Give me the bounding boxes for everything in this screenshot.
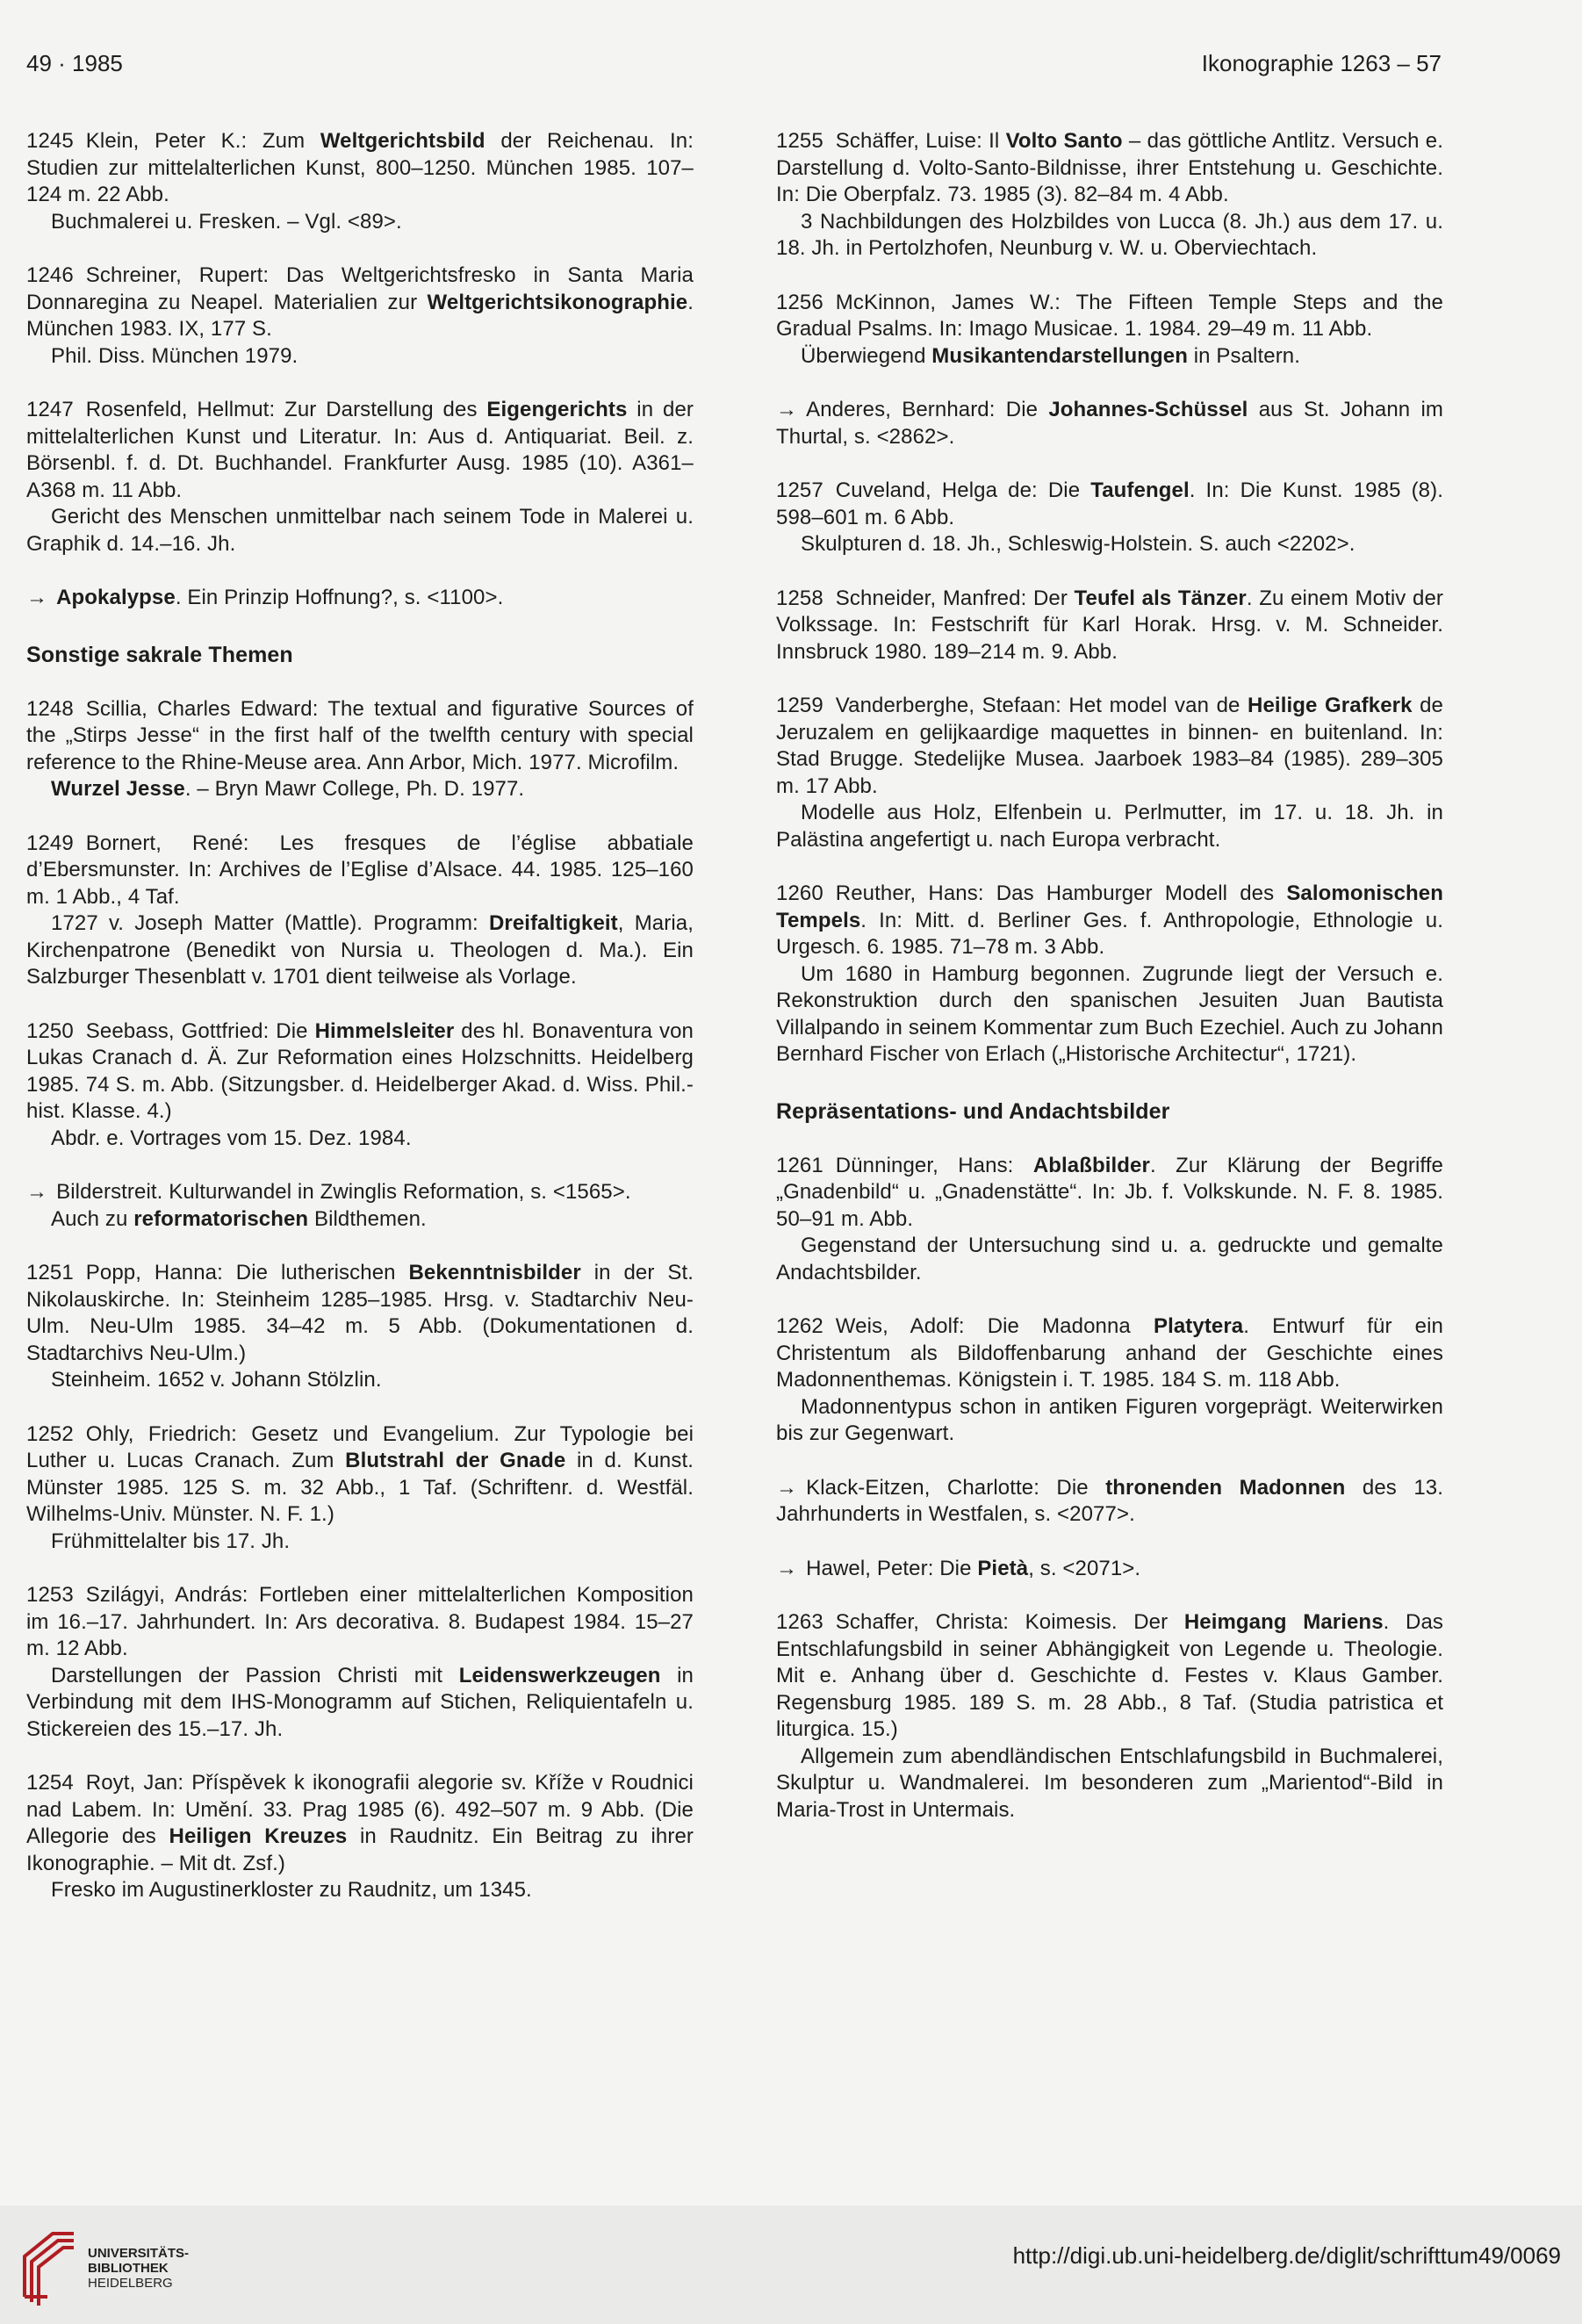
- entry-text: in d. Kunst. Münster 1985. 125 S. m. 32 Abb., 1 Taf. (Schriftenr. d. Westfäl. Wilhelms-Univ. Münster. N. F. 1.): [26, 1449, 694, 1526]
- entry-text: Darstellungen der Passion Christi mit: [51, 1663, 459, 1687]
- entry-citation: [776, 1556, 1443, 1583]
- entry-annotation: Allgemein zum abendländischen Entschlafungsbild in Buchmalerei, Skulptur u. Wandmalerei. Im besonderen zum „Marientod“-Bild in Maria-Trost in Untermais.: [776, 1744, 1443, 1822]
- arrow-right-icon: →: [26, 1180, 48, 1204]
- keyword-bold: Teufel als Tänzer: [1074, 586, 1247, 610]
- keyword-bold: thronenden Madonnen: [1105, 1475, 1346, 1500]
- entry-text: Schäffer, Luise: Il: [835, 129, 1006, 153]
- entry-text: Schneider, Manfred: Der: [835, 586, 1075, 610]
- entry-annotation: [26, 776, 694, 803]
- bibliography-entry: [776, 1153, 1443, 1287]
- entry-text: 1727 v. Joseph Matter (Mattle). Programm:: [51, 911, 489, 935]
- keyword-bold: Heiligen Kreuzes: [169, 1824, 348, 1848]
- entry-text: . In: Mitt. d. Berliner Ges. f. Anthropologie, Ethnologie u. Urgesch. 6. 1985. 71–78 m. 3 Abb.: [776, 908, 1443, 959]
- entry-citation: [776, 693, 1443, 800]
- entry-annotation: Um 1680 in Hamburg begonnen. Zugrunde liegt der Versuch e. Rekonstruktion durch den spanischen Jesuiten Juan Bautista Villalpando in seinem Kommentar zum Buch Ezechiel. Auch zu Johann Bernhard Fischer von Erlach („Historische Architectur“, 1721).: [776, 961, 1443, 1066]
- entry-text: . Entwurf für ein Christentum als Bildoffenbarung anhand der Geschichte eines Madonnenthemas. Königstein i. T. 1985. 184 S. m. 118 Abb.: [776, 1314, 1444, 1392]
- entry-text: . In: Die Kunst. 1985 (8). 598–601 m. 6 Abb.: [776, 478, 1443, 529]
- entry-number: 1254: [26, 1771, 74, 1795]
- bibliography-entry: [26, 1260, 694, 1394]
- entry-text: Anderes, Bernhard: Die: [806, 398, 1049, 421]
- entry-number: 1247: [26, 398, 74, 421]
- bibliography-entry: [26, 1421, 694, 1556]
- entry-citation: [26, 1018, 694, 1126]
- entry-text: . München 1983. IX, 177 S.: [26, 290, 694, 341]
- bibliography-entry: [776, 1609, 1443, 1824]
- entry-text: aus St. Johann im Thurtal, s. <2862>.: [776, 398, 1443, 449]
- keyword-bold: Salomonischen Tempels: [776, 881, 1443, 932]
- keyword-bold: Platytera: [1153, 1314, 1244, 1338]
- arrow-right-icon: →: [26, 586, 48, 609]
- entry-text: – das göttliche Antlitz. Versuch e. Darstellung d. Volto-Santo-Bildnisse, ihrer Entstehung u. Geschichte. In: Die Oberpfalz. 73. 1985 (3). 82–84 m. 4 Abb.: [776, 129, 1443, 206]
- entry-text: Bornert, René: Les fresques de l’église abbatiale d’Ebersmunster. In: Archives de l’Eglise d’Alsace. 44. 1985. 125–160 m. 1 Abb., 4 Taf.: [26, 831, 694, 909]
- entry-citation: [776, 128, 1443, 209]
- entry-text: . Das Entschlafungsbild in seiner Abhängigkeit von Legende u. Theologie. Mit e. Anhang über d. Geschichte d. Festes v. Klaus Gamber. Regensburg 1985. 189 S. m. 28 Abb., 8 Taf. (Studia patristica et liturgica. 15.): [776, 1610, 1443, 1741]
- bibliography-entry: [26, 1018, 694, 1153]
- entry-number: 1257: [776, 478, 823, 502]
- keyword-bold: Weltgerichtsbild: [320, 129, 485, 153]
- entry-text: Vanderberghe, Stefaan: Het model van de: [835, 694, 1248, 717]
- entry-text: Auch zu: [51, 1206, 134, 1231]
- keyword-bold: Taufengel: [1090, 478, 1190, 502]
- entry-text: in der mittelalterlichen Kunst und Literatur. In: Aus d. Antiquariat. Beil. z. Börsenbl. f. d. Dt. Buchhandel. Frankfurter Ausg. 1985 (10). A361–A368 m. 11 Abb.: [26, 398, 694, 502]
- entry-citation: [26, 1260, 694, 1367]
- library-logo[interactable]: [18, 2221, 219, 2309]
- bibliography-entry: [26, 1770, 694, 1904]
- entry-citation: [26, 696, 694, 777]
- arrow-right-icon: →: [776, 1556, 798, 1580]
- entry-text: . Ein Prinzip Hoffnung?, s. <1100>.: [175, 586, 504, 609]
- entry-text: Reuther, Hans: Das Hamburger Modell des: [835, 881, 1287, 905]
- entry-number: 1259: [776, 694, 823, 717]
- keyword-bold: Dreifaltigkeit: [488, 911, 618, 935]
- entry-text: Rosenfeld, Hellmut: Zur Darstellung des: [85, 398, 487, 421]
- entry-text: Ohly, Friedrich: Gesetz und Evangelium. Zur Typologie bei Luther u. Lucas Cranach. Zum: [26, 1421, 694, 1472]
- entry-text: Schaffer, Christa: Koimesis. Der: [835, 1610, 1184, 1634]
- cross-reference-entry: [776, 397, 1443, 450]
- keyword-bold: Ablaßbilder: [1032, 1153, 1150, 1177]
- entry-number: 1263: [776, 1610, 823, 1634]
- entry-number: 1261: [776, 1153, 823, 1177]
- entry-text: . Zur Klärung der Begriffe „Gnadenbild“ u. „Gnadenstätte“. In: Jb. f. Volkskunde. N. F. 8. 1985. 50–91 m. Abb.: [776, 1153, 1443, 1231]
- entry-text: Schreiner, Rupert: Das Weltgerichtsfresko in Santa Maria Donnaregina zu Neapel. Materialien zur: [26, 263, 694, 314]
- entry-number: 1262: [776, 1314, 823, 1338]
- entry-citation: [776, 1475, 1443, 1529]
- keyword-bold: Volto Santo: [1005, 129, 1123, 153]
- arrow-right-icon: →: [776, 1475, 798, 1500]
- keyword-bold: Pietà: [977, 1556, 1029, 1580]
- entry-annotation: Buchmalerei u. Fresken. – Vgl. <89>.: [51, 209, 402, 234]
- entry-annotation: Abdr. e. Vortrages vom 15. Dez. 1984.: [51, 1126, 412, 1150]
- entry-annotation: [776, 343, 1443, 371]
- entry-text: Szilágyi, András: Fortleben einer mittelalterlichen Komposition im 16.–17. Jahrhundert. In: Ars decorativa. 8. Budapest 1984. 15–27 m. 12 Abb.: [26, 1583, 694, 1660]
- keyword-bold: Heilige Grafkerk: [1248, 694, 1413, 717]
- entry-number: 1246: [26, 263, 74, 287]
- logo-line-2: BIBLIOTHEK: [88, 2261, 169, 2276]
- library-logo-text: [88, 2246, 189, 2291]
- entry-citation: [26, 128, 694, 209]
- bibliography-entry: [776, 586, 1443, 666]
- keyword-bold: Blutstrahl der Gnade: [345, 1449, 566, 1472]
- entry-text: , Maria, Kirchenpatrone (Benedikt von Nursia u. Theologen d. Ma.). Ein Salzburger Thesenblatt v. 1701 dient teilweise als Vorlage.: [26, 911, 694, 989]
- entry-citation: [26, 585, 694, 612]
- header-volume-year: 49 · 1985: [26, 50, 123, 76]
- entry-text: in Verbindung mit dem IHS-Monogramm auf Stichen, Reliquientafeln u. Stickereien des 15.–17. Jh.: [26, 1663, 694, 1741]
- entry-text: Klack-Eitzen, Charlotte: Die: [806, 1475, 1106, 1500]
- keyword-bold: Wurzel Jesse: [51, 777, 185, 801]
- entry-number: 1250: [26, 1018, 74, 1043]
- entry-citation: [776, 290, 1443, 343]
- header-section-page: Ikonographie 1263 – 57: [1201, 50, 1442, 76]
- entry-text: in Raudnitz. Ein Beitrag zu ihrer Ikonographie. – Mit dt. Zsf.): [26, 1824, 694, 1875]
- entry-annotation: Fresko im Augustinerkloster zu Raudnitz, um 1345.: [51, 1878, 532, 1902]
- keyword-bold: Bekenntnisbilder: [408, 1261, 581, 1284]
- keyword-bold: Musikantendarstellungen: [931, 343, 1188, 368]
- entry-text: des 13. Jahrhunderts in Westfalen, s. <2077>.: [776, 1475, 1443, 1526]
- entry-annotation: Modelle aus Holz, Elfenbein u. Perlmutter, im 17. u. 18. Jh. in Palästina angefertigt u. nach Europa verbracht.: [776, 801, 1443, 852]
- section-heading: Sonstige sakrale Themen: [26, 642, 293, 667]
- entry-number: 1248: [26, 696, 74, 721]
- entry-annotation: Skulpturen d. 18. Jh., Schleswig-Holstein. S. auch <2202>.: [801, 532, 1355, 556]
- cross-reference-entry: [26, 585, 694, 612]
- entry-annotation: [26, 1206, 694, 1234]
- entry-citation: [776, 397, 1443, 450]
- bibliography-entry: [776, 881, 1443, 1068]
- entry-number: 1260: [776, 881, 823, 905]
- entry-citation: [26, 1770, 694, 1877]
- entry-number: 1252: [26, 1421, 74, 1446]
- entry-number: 1245: [26, 129, 74, 153]
- entry-text: Weis, Adolf: Die Madonna: [835, 1314, 1154, 1338]
- entry-text: der Reichenau. In: Studien zur mittelalterlichen Kunst, 800–1250. München 1985. 107–124 m. 22 Abb.: [26, 129, 694, 206]
- entry-annotation: Steinheim. 1652 v. Johann Stölzlin.: [51, 1368, 382, 1392]
- entry-text: de Jeruzalem en gelijkaardige maquettes in binnen- en buitenland. In: Stad Brugge. Stedelijke Musea. Jaarboek 1983–84 (1985). 289–305 m. 17 Abb.: [776, 694, 1443, 798]
- entry-text: in Psaltern.: [1187, 343, 1301, 368]
- entry-text: Seebass, Gottfried: Die: [85, 1018, 315, 1043]
- entry-citation: [26, 1421, 694, 1529]
- keyword-bold: Eigengerichts: [486, 398, 628, 421]
- bibliography-column-right: [776, 128, 1443, 1851]
- entry-text: Klein, Peter K.: Zum: [85, 129, 320, 153]
- entry-text: Royt, Jan: Příspěvek k ikonografii alegorie sv. Kříže v Roudnici nad Labem. In: Umění. 33. Prag 1985 (6). 492–507 m. 9 Abb. (Die Allegorie des: [26, 1771, 694, 1848]
- entry-text: Scillia, Charles Edward: The textual and figurative Sources of the „Stirps Jesse“ in the first half of the twelfth century with special reference to the Rhine-Meuse area. Ann Arbor, Mich. 1977. Microfilm.: [26, 696, 694, 774]
- bibliography-entry: [26, 128, 694, 235]
- bibliography-entry: [776, 478, 1443, 558]
- entry-text: Überwiegend: [801, 343, 932, 368]
- bibliography-entry: [26, 397, 694, 558]
- entry-citation: [776, 1313, 1443, 1394]
- entry-annotation: Madonnentypus schon in antiken Figuren vorgeprägt. Weiterwirken bis zur Gegenwart.: [776, 1394, 1443, 1445]
- bibliography-entry: [776, 128, 1443, 263]
- entry-text: des hl. Bonaventura von Lukas Cranach d. Ä. Zur Reformation eines Holzschnitts. Heidelberg 1985. 74 S. m. Abb. (Sitzungsber. d. Heidelberger Akad. d. Wiss. Phil.-hist. Klasse. 4.): [26, 1018, 694, 1123]
- entry-annotation: [26, 1663, 694, 1744]
- keyword-bold: Himmelsleiter: [314, 1018, 455, 1043]
- bibliography-entry: [776, 290, 1443, 371]
- entry-text: Popp, Hanna: Die lutherischen: [85, 1261, 409, 1284]
- entry-annotation: Phil. Diss. München 1979.: [51, 343, 298, 368]
- entry-citation: [26, 397, 694, 504]
- entry-annotation: Frühmittelalter bis 17. Jh.: [51, 1529, 291, 1553]
- entry-text: Dünninger, Hans:: [835, 1153, 1033, 1177]
- entry-text: . Zu einem Motiv der Volkssage. In: Festschrift für Karl Horak. Hrsg. v. M. Schneider. Innsbruck 1980. 189–214 m. 9. Abb.: [776, 586, 1443, 664]
- entry-annotation: 3 Nachbildungen des Holzbildes von Lucca (8. Jh.) aus dem 17. u. 18. Jh. in Pertolzhofen, Neunburg v. W. u. Oberviechtach.: [776, 209, 1443, 260]
- entry-citation: [776, 881, 1443, 961]
- entry-text: Bildthemen.: [308, 1206, 427, 1231]
- cross-reference-entry: [776, 1556, 1443, 1583]
- entry-text: . – Bryn Mawr College, Ph. D. 1977.: [184, 777, 525, 801]
- keyword-bold: Apokalypse: [56, 586, 176, 609]
- bibliography-entry: [26, 831, 694, 991]
- entry-text: , s. <2071>.: [1028, 1556, 1141, 1580]
- entry-citation: [26, 263, 694, 343]
- bibliography-entry: [26, 1582, 694, 1743]
- logo-line-1: UNIVERSITÄTS-: [88, 2246, 190, 2261]
- bibliography-entry: [26, 696, 694, 803]
- entry-citation: [776, 586, 1443, 666]
- arrow-right-icon: →: [776, 398, 798, 421]
- keyword-bold: Johannes-Schüssel: [1048, 398, 1248, 421]
- entry-citation: [776, 478, 1443, 531]
- entry-text: Hawel, Peter: Die: [806, 1556, 978, 1580]
- page-header: [26, 46, 1442, 81]
- cross-reference-entry: [26, 1179, 694, 1233]
- keyword-bold: Leidenswerkzeugen: [458, 1663, 661, 1687]
- entry-annotation: Gegenstand der Untersuchung sind u. a. gedruckte und gemalte Andachtsbilder.: [776, 1234, 1443, 1284]
- bibliography-entry: [26, 263, 694, 370]
- entry-text: Bilderstreit. Kulturwandel in Zwinglis Reformation, s. <1565>.: [56, 1180, 631, 1204]
- entry-text: in der St. Nikolauskirche. In: Steinheim 1285–1985. Hrsg. v. Stadtarchiv Neu-Ulm. Neu-Ulm 1985. 34–42 m. 5 Abb. (Dokumentationen d. Stadtarchivs Neu-Ulm.): [26, 1261, 694, 1365]
- bibliography-entry: [776, 693, 1443, 853]
- keyword-bold: Weltgerichtsikonographie: [427, 290, 688, 314]
- entry-number: 1256: [776, 290, 823, 314]
- entry-annotation: Gericht des Menschen unmittelbar nach seinem Tode in Malerei u. Graphik d. 14.–16. Jh.: [26, 505, 694, 556]
- page-footer: [0, 2205, 1582, 2324]
- entry-citation: [776, 1609, 1443, 1744]
- permalink-url[interactable]: http://digi.ub.uni-heidelberg.de/diglit/schrifttum49/0069: [1012, 2242, 1561, 2269]
- library-logo-icon: [18, 2221, 79, 2309]
- entry-number: 1253: [26, 1583, 74, 1607]
- entry-text: Cuveland, Helga de: Die: [835, 478, 1091, 502]
- keyword-bold: reformatorischen: [133, 1206, 309, 1231]
- entry-citation: [776, 1153, 1443, 1234]
- entry-number: 1258: [776, 586, 823, 610]
- entry-citation: [26, 1179, 694, 1206]
- keyword-bold: Heimgang Mariens: [1183, 1610, 1384, 1634]
- cross-reference-entry: [776, 1475, 1443, 1529]
- entry-text: McKinnon, James W.: The Fifteen Temple Steps and the Gradual Psalms. In: Imago Musicae. 1. 1984. 29–49 m. 11 Abb.: [776, 290, 1443, 341]
- bibliography-column-left: [26, 128, 694, 1932]
- section-heading: Repräsentations- und Andachtsbilder: [776, 1098, 1170, 1124]
- entry-number: 1251: [26, 1261, 74, 1284]
- entry-annotation: [26, 910, 694, 991]
- entry-citation: [26, 1582, 694, 1663]
- logo-line-3: HEIDELBERG: [88, 2276, 173, 2291]
- entry-number: 1255: [776, 129, 823, 153]
- entry-number: 1249: [26, 831, 74, 855]
- entry-citation: [26, 831, 694, 911]
- bibliography-entry: [776, 1313, 1443, 1448]
